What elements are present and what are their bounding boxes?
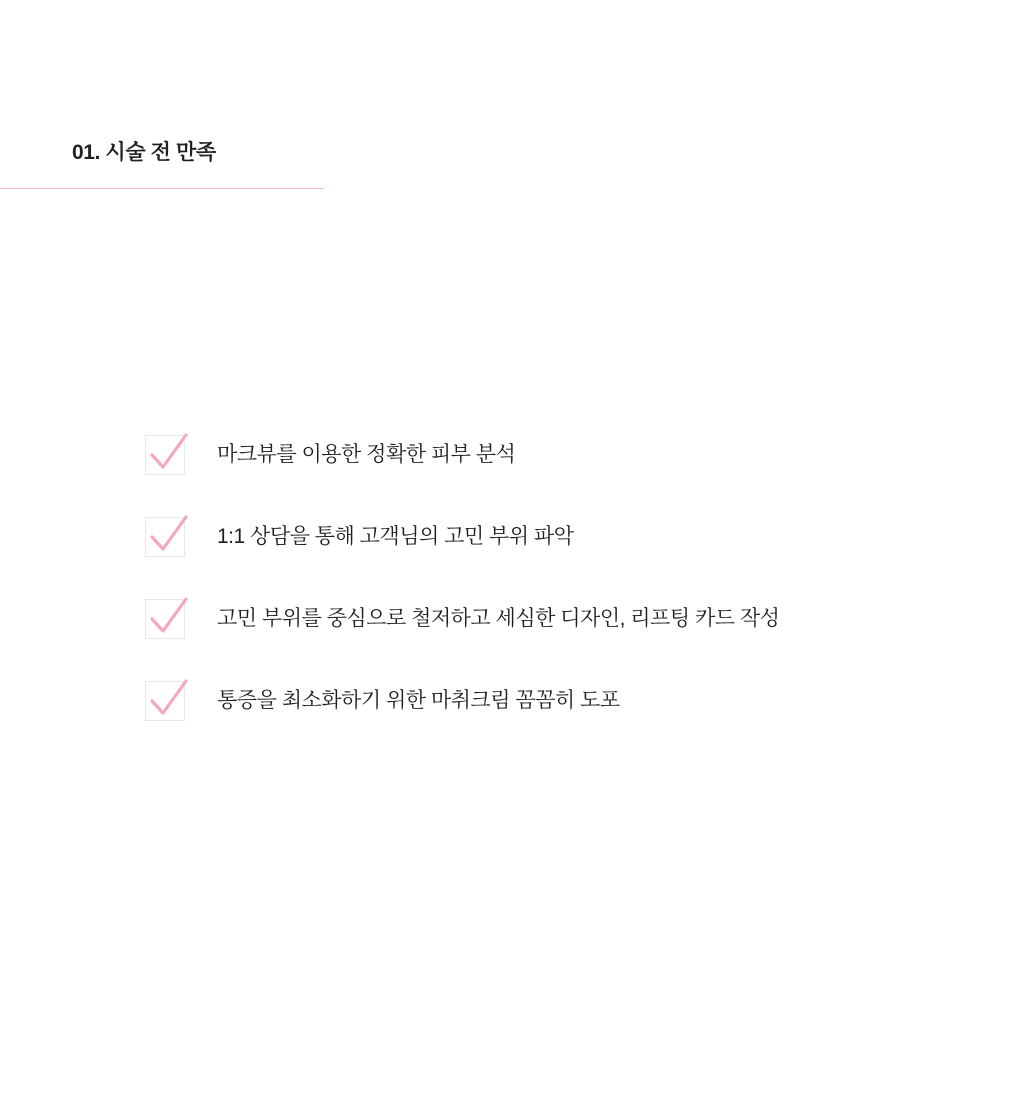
check-icon: [142, 429, 194, 481]
checkbox-checked[interactable]: [145, 517, 185, 557]
page-title: 01. 시술 전 만족: [72, 141, 216, 164]
list-item: [145, 594, 985, 644]
list-item: [145, 430, 985, 480]
section-heading: [0, 138, 324, 189]
check-icon: [142, 675, 194, 727]
checkbox-checked[interactable]: [145, 435, 185, 475]
check-icon: [142, 593, 194, 645]
heading-underline: [0, 188, 324, 189]
check-icon: [142, 511, 194, 563]
list-item: [145, 676, 985, 726]
list-item-label: 마크뷰를 이용한 정확한 피부 분석: [217, 442, 516, 466]
checkbox-checked[interactable]: [145, 681, 185, 721]
checklist: [145, 430, 985, 726]
list-item-label: 고민 부위를 중심으로 철저하고 세심한 디자인, 리프팅 카드 작성: [217, 606, 780, 630]
list-item: [145, 512, 985, 562]
checkbox-checked[interactable]: [145, 599, 185, 639]
list-item-label: 통증을 최소화하기 위한 마취크림 꼼꼼히 도포: [217, 688, 620, 712]
list-item-label: 1:1 상담을 통해 고객님의 고민 부위 파악: [217, 524, 574, 548]
